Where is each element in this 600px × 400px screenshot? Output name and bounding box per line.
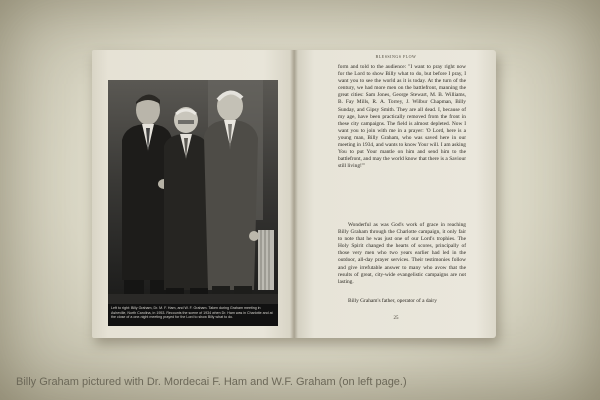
page-number: 25 (393, 316, 399, 321)
paragraph-2: Wonderful as was God's work of grace in reaching Billy Graham through the Charlotte campaign, it only fair to note that he was just one of our Lord's trophies. The Holy Spirit changed the hearts of scores, principally of those very men who two years earlier had led in the outdoor, all-day prayer services. Their testimonies follow and give irrefutable answer to many who avow that the results of great, city-wide evangelistic campaigns are not lasting. (338, 222, 466, 285)
left-page (92, 50, 294, 338)
photo-caption: Left to right: Billy Graham, Dr. M. F. Ham, and W. F. Graham. Taken during Graham meeting in Asheville, North Carolina, in 1953. Recounts the scene of 1934 when Dr. Ham was in Charlotte and at the close of a one-night meeting prayed for the Lord to show Billy what to do. (108, 304, 278, 326)
running-head: BLESSINGS FLOW (375, 54, 417, 59)
three-men-photo (108, 80, 278, 304)
historical-photo (108, 80, 278, 304)
image-caption: Billy Graham pictured with Dr. Mordecai F. Ham and W.F. Graham (on left page.) (16, 376, 407, 388)
paragraph-1: form and told to the audience: "I want to pray right now for the Lord to show Billy what to do, but before I pray, I want you to see the world as it is today. At the turn of the century, we had more men on the battlefront, manning the great cities: Sam Jones, George Stewart, M. B. Williams, B. Fay Mills, R. A. Torrey, J. Wilbur Chapman, Billy Sunday, and Gipsy Smith. They are all dead. I, because of my age, have been practically removed from the front in these city campaigns. The field is almost depleted. Now I want you to join with me in a prayer: 'O Lord, here is a young man, Billy Graham, who was saved here in our meeting in 1934, and wants to know Your will. I am asking You to put Your mantle on him and send him to the battlefront, and may the world know that there is a Saviour still living!'" (338, 64, 466, 170)
open-book (92, 50, 496, 338)
book-gutter (290, 50, 298, 338)
paragraph-3: Billy Graham's father, operator of a dairy (348, 298, 437, 304)
